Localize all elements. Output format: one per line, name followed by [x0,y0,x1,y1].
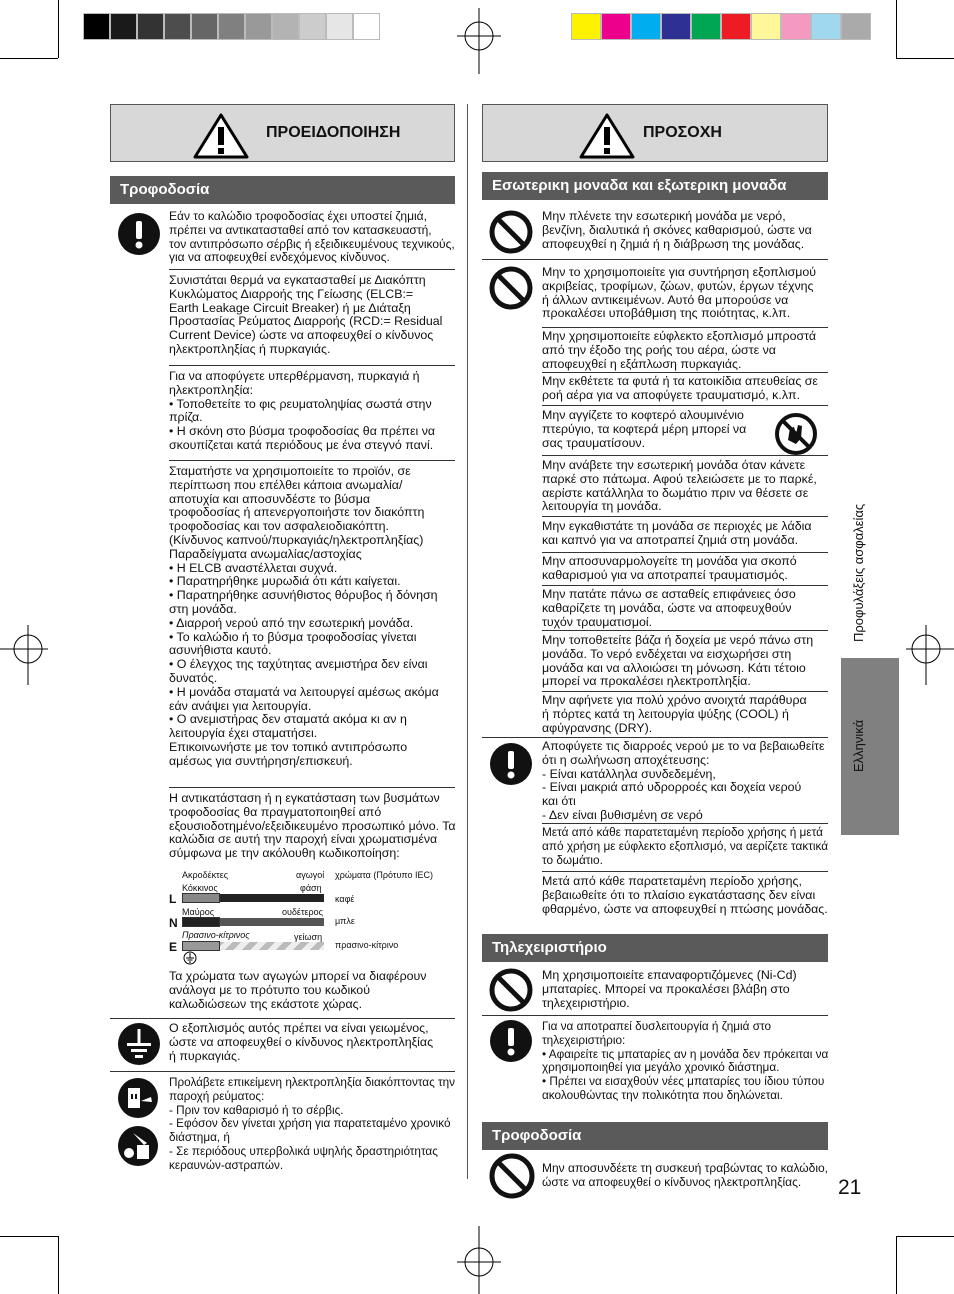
text-line: Αποφύγετε τις διαρροές νερού με το να βεβαιωθείτε [542,739,825,753]
mandatory-action-icon [489,1019,533,1063]
text-line: καλώδια σε αυτή την παροχή είναι χρωματισμένα [169,832,438,847]
section-power-supply: Τροφοδοσία [110,176,455,204]
switch-off-breaker-icon [117,1125,159,1167]
column-divider [467,104,468,1179]
caution-header [482,104,828,162]
text-block [542,1162,828,1190]
warning-header [110,104,455,162]
text-line: Μετά από κάθε παρατεταμένη περίοδο χρήσης ή μετά [542,825,823,839]
text-line: ροή αέρα για να αποφύγετε τραυματισμό, κ.λπ. [542,387,801,402]
text-line: τροφοδοσίας και τον ασφαλειοδιακόπτη. [169,519,389,534]
text-line: για να αποφευχθεί ενδεχόμενος κίνδυνος. [169,250,390,265]
color-swatch [661,13,691,40]
mandatory-action-icon [489,742,533,786]
text-block [169,1076,455,1173]
text-line: - Είναι μακριά από υδρορροές και δοχεία νερού [542,780,802,795]
color-swatch [110,13,137,40]
text-line: • Διαρροή νερού από την εσωτερική μονάδα. [169,615,414,630]
text-line: από χρήση με εύφλεκτο εξοπλισμό, να αερίζετε τακτικά [542,838,829,853]
text-line: κεραυνών-αστραπών. [169,1157,284,1172]
text-block [169,370,435,453]
text-block [542,555,797,583]
ground-symbol-icon [183,951,197,965]
text-line: (Κίνδυνος καπνού/πυρκαγιάς/ηλεκτροπληξίας) [169,532,424,547]
text-line: • Το καλώδιο ή το βύσμα τροφοδοσίας γίνεται [169,629,417,644]
text-line: αμέσως για συντήρηση/επισκευή. [169,753,353,768]
text-line: και καπνό για να αποτραπεί ζημιά στη μονάδα. [542,532,799,547]
text-line: - Δεν είναι βυθισμένη σε νερό [542,807,703,822]
text-line: τηλεχειριστήριο: [542,1032,626,1047]
color-swatch [326,13,353,40]
text-line: Μην ανάβετε την εσωτερική μονάδα όταν κάνετε [542,458,806,472]
text-line: Μη χρησιμοποιείτε επαναφορτιζόμενες (Ni-Cd) [542,968,797,982]
side-label-safety: Προφυλάξεις ασφαλείας [851,503,866,642]
text-line: • Παρατηρήθηκε μυρωδιά ότι κάτι καίγεται. [169,574,401,589]
text-block [542,1020,828,1103]
text-line: λειτουργία έχει σταματήσει. [169,726,318,741]
prohibited-icon [489,210,533,254]
text-line: τον αντιπρόσωπο σέρβις ή εξειδικευμένους τεχνικούς, [169,236,455,251]
text-line: τροφοδοσίας ή απενεργοποιήστε τον διακόπτη [169,505,425,520]
side-label-language: Ελληνικά [851,719,866,772]
section-indoor-outdoor-unit: Εσωτερικη μοναδα και εξωτερικη μοναδα [482,172,828,200]
text-line: Earth Leakage Circuit Breaker) ή με Διάταξη [169,300,411,315]
text-block [542,330,816,371]
text-block [542,210,812,251]
side-tab [841,658,899,835]
text-line: Μην χρησιμοποιείτε εύφλεκτο εξοπλισμό μπροστά [542,329,816,343]
section-remote-control: Τηλεχειριστήριο [482,934,828,962]
text-line: Μην αποσυνδέετε τη συσκευή τραβώντας το καλώδιο, [542,1161,829,1175]
text-line: Παραδείγματα ανωμαλίας/αστοχίας [169,546,362,561]
color-swatch [721,13,751,40]
grayscale-calibration-bar [83,13,380,40]
text-block [542,740,825,823]
text-line: • Παρατηρήθηκε ασυνήθιστος θόρυβος ή δόνηση [169,588,438,603]
text-block [169,1022,433,1063]
text-line: διάστημα, ή [169,1130,230,1145]
text-block [542,266,816,321]
text-block [542,409,746,450]
text-line: σύμφωνα με την ακόλουθη κωδικοποίηση: [169,846,400,861]
text-line: αποφευχθεί η ζημιά ή η διάβρωση της μονάδας. [542,236,805,251]
text-line: Μην πατάτε πάνω σε ασταθείς επιφάνειες όσο [542,587,796,601]
text-line: ώστε να αποφευχθεί ο κίνδυνος ηλεκτροπληξίας [169,1034,434,1049]
warning-title: ΠΡΟΕΙΔΟΠΟΙΗΣΗ [266,124,401,141]
color-swatch [691,13,721,40]
text-line: ή άλλων αντικειμένων. Αυτό θα μπορούσε να [542,292,789,307]
text-line: σκουπίζεται κατά περιόδους με ένα στεγνό πανί. [169,437,434,452]
color-calibration-bar [571,13,871,40]
color-swatch [83,13,110,40]
text-line: ώστε να αποφευχθεί ο κίνδυνος ηλεκτροπληξίας. [542,1174,802,1189]
color-swatch [218,13,245,40]
text-line: Εάν το καλώδιο τροφοδοσίας έχει υποστεί ζημιά, [169,209,427,223]
warning-triangle-icon [193,113,249,159]
color-swatch [811,13,841,40]
text-line: ανάλογα με το πρότυπο του κωδικού [169,982,370,997]
color-swatch [631,13,661,40]
section-power-supply-right: Τροφοδοσία [482,1122,828,1150]
color-swatch [571,13,601,40]
page-number: 21 [838,1176,862,1199]
text-line: • Η μονάδα σταματά να λειτουργεί αμέσως ακόμα [169,684,439,699]
text-line: ακριβείας, τροφίμων, ζώων, φυτών, έργων τέχνης [542,278,814,293]
text-line: Μην τοποθετείτε βάζα ή δοχεία με νερό πάνω στη [542,633,814,647]
color-swatch [781,13,811,40]
text-line: καλωδιώσεων της εκάστοτε χώρας. [169,996,363,1011]
color-swatch [272,13,299,40]
text-line: ηλεκτροπληξίας ή πυρκαγιάς. [169,341,331,356]
text-line: παροχή ρεύματος: [169,1088,265,1103]
color-swatch [601,13,631,40]
text-block [169,274,442,357]
text-line: Μην αγγίζετε το κοφτερό αλουμινένιο [542,408,744,422]
text-block [542,969,797,1010]
text-block [542,588,796,629]
text-line: Η αντικατάσταση ή η εγκατάσταση των βυσμάτων [169,791,440,805]
text-line: χρησιμοποιηθεί για μεγάλο χρονικό διάστημα. [542,1060,780,1075]
prohibited-icon [489,968,533,1012]
text-line: Μην πλένετε την εσωτερική μονάδα με νερό, [542,209,786,223]
text-line: τροφοδοσίας θα πραγματοποιηθεί από [169,804,382,819]
text-line: - Εφόσον δεν γίνεται χρήση για παρατεταμένο χρονικό [169,1116,451,1131]
text-block [542,459,817,514]
text-line: πρίζα. [169,410,203,425]
text-line: - Σε περιόδους υπερβολικά υψηλής δραστηριότητας [169,1143,438,1158]
text-line: μονάδα. Το νερό ενδέχεται να εισχωρήσει στη [542,646,792,661]
text-block [542,634,813,689]
text-line: • Η ELCB αναστέλλεται συχνά. [169,560,338,575]
text-line: Current Device) ώστε να αποφευχθεί ο κίνδυνος [169,328,434,343]
text-line: ακολουθώντας την πολικότητα που δηλώνεται. [542,1087,783,1102]
text-line: • Ο έλεγχος της ταχύτητας ανεμιστήρα δεν είναι [169,657,428,672]
text-line: ή πόρτες κατά τη λειτουργία ψύξης (COOL) ή [542,706,789,721]
color-swatch [245,13,272,40]
color-swatch [191,13,218,40]
caution-triangle-icon [579,113,635,159]
text-line: • Τοποθετείτε το φις ρευματοληψίας σωστά στην [169,396,432,411]
text-line: Για να αποτραπεί δυσλειτουργία ή ζημιά στο [542,1019,772,1033]
text-line: εάν ανάψει για λειτουργία. [169,698,312,713]
text-line: το δωμάτιο. [542,852,603,867]
text-line: πτερύγιο, τα κοφτερά μέρη μπορεί να [542,421,747,436]
text-block [542,875,828,916]
text-line: ασυνήθιστα καυτό. [169,643,272,658]
text-line: Ο εξοπλισμός αυτός πρέπει να είναι γειωμένος, [169,1021,429,1035]
text-block [169,210,455,265]
text-line: και ότι [542,794,576,809]
text-line: αερίστε κατάλληλα το δωμάτιο πριν να θέσετε σε [542,485,809,500]
text-line: - Είναι κατάλληλα συνδεδεμένη, [542,766,716,781]
ground-earth-icon [117,1022,161,1066]
text-line: Προλάβετε επικείμενη ηλεκτροπληξία διακόπτοντας την [169,1075,456,1089]
prohibited-icon [489,266,533,310]
text-line: σας τραυματίσουν. [542,435,646,450]
text-line: λειτουργία τη μονάδα. [542,499,662,514]
no-touch-fin-icon [774,412,818,456]
text-line: περίπτωση που επέλθει κάποια ανωμαλία/ [169,477,403,492]
text-block [542,826,828,867]
mandatory-action-icon [117,212,161,256]
color-swatch [164,13,191,40]
text-line: καθαρίζετε τη μονάδα, ώστε να αποφευχθούν [542,600,792,615]
text-line: αποτυχία και αποσυνδέστε το βύσμα [169,491,371,506]
text-line: προκαλέσει υποβάθμιση της ποιότητας, κ.λπ. [542,306,791,321]
color-swatch [841,13,871,40]
text-line: Συνιστάται θερμά να εγκατασταθεί με Διακόπτη [169,273,426,287]
text-line: Προστασίας Ρεύματος Διαρροής (RCD:= Residual [169,314,443,329]
text-line: Μετά από κάθε παρατεταμένη περίοδο χρήσης, [542,874,802,888]
text-line: Μην το χρησιμοποιείτε για συντήρηση εξοπλισμού [542,265,817,279]
text-line: καθαρισμού για να αποτραπεί τραυματισμός. [542,567,788,582]
text-line: μπαταρίες. Μπορεί να προκαλέσει βλάβη στο [542,981,790,996]
text-block [169,465,439,769]
text-line: φθαρμένο, ώστε να αποφευχθεί η πτώσης μονάδας. [542,901,828,916]
text-line: • Η σκόνη στο βύσμα τροφοδοσίας θα πρέπει να [169,424,436,439]
unplug-icon [117,1077,159,1119]
text-line: Για να αποφύγετε υπερθέρμανση, πυρκαγιά ή [169,369,420,383]
color-swatch [299,13,326,40]
text-line: • Αφαιρείτε τις μπαταρίες αν η μονάδα δεν πρόκειται να [542,1046,829,1061]
text-line: αφύγρανσης (DRY). [542,720,653,735]
text-line: στη μονάδα. [169,601,237,616]
text-block [542,375,818,403]
text-block [169,970,427,1011]
text-line: Κυκλώματος Διαρροής της Γείωσης (ELCB:= [169,286,414,301]
prohibited-icon [489,1153,535,1199]
text-line: ηλεκτροπληξία: [169,382,254,397]
color-swatch [137,13,164,40]
text-line: βεβαιωθείτε ότι το πλαίσιο εγκατάστασης δεν είναι [542,887,816,902]
text-line: από την έξοδο της ροής του αέρα, ώστε να [542,342,776,357]
text-line: Τα χρώματα των αγωγών μπορεί να διαφέρουν [169,969,427,983]
text-line: παρκέ στο πάτωμα. Αφού τελειώσετε με το παρκέ, [542,471,817,486]
text-block [542,520,812,548]
text-block [169,792,456,861]
text-line: - Πριν τον καθαρισμό ή το σέρβις. [169,1102,344,1117]
text-line: Μην εκθέτετε τα φυτά ή τα κατοικίδια απευθείας σε [542,374,818,388]
text-line: Σταματήστε να χρησιμοποιείτε το προϊόν, σε [169,464,411,478]
text-line: Μην αφήνετε για πολύ χρόνο ανοιχτά παράθυρα [542,693,807,707]
text-line: ότι η σωλήνωση αποχέτευσης: [542,752,710,767]
text-line: μονάδα και να αλλοιώσει τη μόνωση. Κάτι τέτοιο [542,660,806,675]
text-line: τυχόν τραυματισμοί. [542,614,653,629]
color-swatch [353,13,380,40]
text-block [542,694,807,735]
text-line: • Ο ανεμιστήρας δεν σταματά ακόμα κι αν η [169,712,407,727]
text-line: εξουσιοδοτημένο/εξειδικευμένο προσωπικό μόνο. Τα [169,818,456,833]
text-line: πρέπει να αντικατασταθεί από τον κατασκευαστή, [169,222,432,237]
text-line: Μην αποσυναρμολογείτε τη μονάδα για σκοπό [542,554,797,568]
color-swatch [751,13,781,40]
text-line: • Πρέπει να εισαχθούν νέες μπαταρίες του ίδιου τύπου [542,1074,825,1089]
text-line: τηλεχειριστήριο. [542,995,630,1010]
text-line: Μην εγκαθιστάτε τη μονάδα σε περιοχές με λάδια [542,519,812,533]
text-line: Επικοινωνήστε με τον τοπικό αντιπρόσωπο [169,739,408,754]
text-line: αποφευχθεί η εξάπλωση πυρκαγιάς. [542,356,742,371]
caution-title: ΠΡΟΣΟΧΗ [643,124,722,141]
text-line: μπορεί να προκαλέσει ηλεκτροπληξία. [542,674,751,689]
text-line: βενζίνη, διαλυτικά ή σκόνες καθαρισμού, ώστε να [542,222,812,237]
text-line: ή πυρκαγιάς. [169,1048,241,1063]
text-line: δυνατός. [169,670,218,685]
